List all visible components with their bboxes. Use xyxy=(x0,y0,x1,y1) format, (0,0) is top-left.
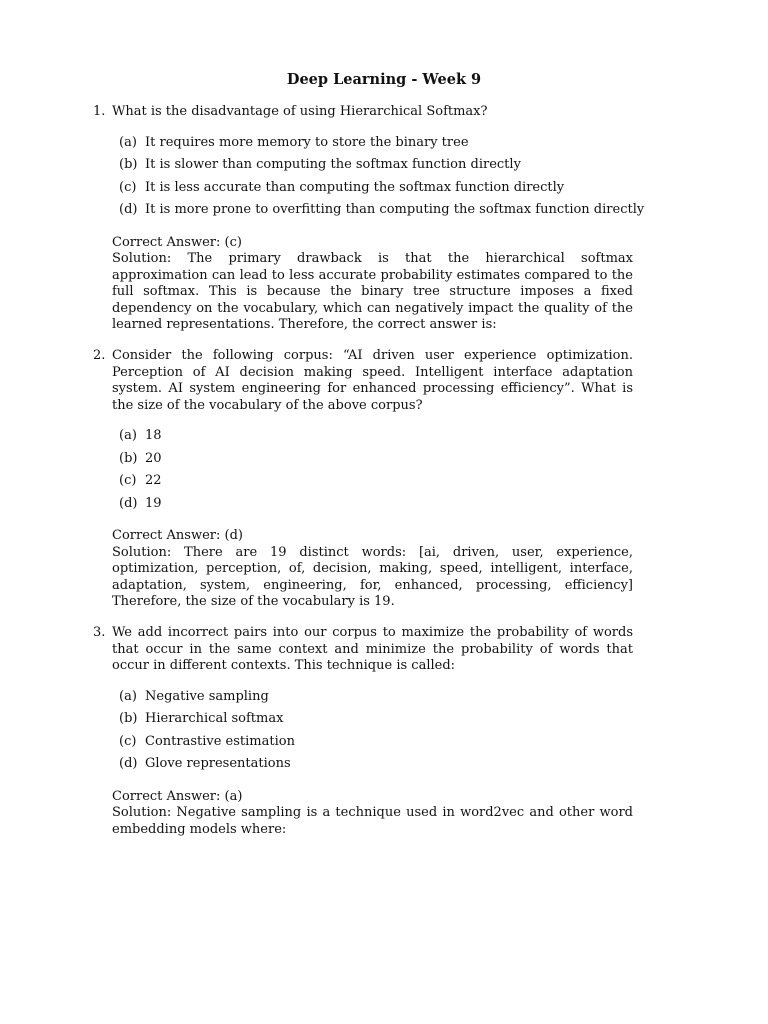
option-text: 19 xyxy=(145,495,162,511)
option-c xyxy=(119,473,633,496)
option-label: (d) xyxy=(119,202,138,217)
correct-answer: Correct Answer: (c) xyxy=(112,234,242,250)
option-b xyxy=(119,157,633,180)
option-d xyxy=(119,756,633,779)
option-a xyxy=(119,135,633,158)
option-c xyxy=(119,734,633,757)
question-text: We add incorrect pairs into our corpus to maximize the probability of words that occur in the same context and minimize the probability of words that occur in different contexts. This technique is called: xyxy=(112,625,633,673)
question-number: 3. xyxy=(93,625,106,640)
question-number: 1. xyxy=(93,104,106,119)
option-label: (a) xyxy=(119,428,137,443)
option-list xyxy=(119,428,633,518)
option-label: (d) xyxy=(119,756,138,771)
option-label: (c) xyxy=(119,473,137,488)
option-text: 18 xyxy=(145,428,162,443)
option-text: It is slower than computing the softmax function directly xyxy=(145,157,521,172)
option-text: It is less accurate than computing the softmax function directly xyxy=(145,179,565,195)
option-label: (a) xyxy=(119,688,137,704)
question-2 xyxy=(93,348,633,611)
option-label: (c) xyxy=(119,179,137,195)
option-c xyxy=(119,180,633,203)
question-number: 2. xyxy=(93,348,106,363)
option-text: Contrastive estimation xyxy=(145,733,295,749)
option-label: (c) xyxy=(119,733,137,749)
option-text: 20 xyxy=(145,450,162,466)
option-text: 22 xyxy=(145,473,162,488)
option-label: (d) xyxy=(119,495,138,511)
correct-answer: Correct Answer: (d) xyxy=(112,528,243,543)
option-list xyxy=(119,134,645,225)
option-b xyxy=(119,451,633,474)
solution-text: Solution: Negative sampling is a technique used in word2vec and other word embedding models where: xyxy=(112,805,633,837)
option-text: It requires more memory to store the binary tree xyxy=(145,134,469,150)
option-text: It is more prone to overfitting than computing the softmax function directly xyxy=(145,202,645,217)
option-d xyxy=(119,202,645,225)
question-text: Consider the following corpus: “AI driven user experience optimization. Perception of AI decision making speed. Intelligent interface adaptation system. AI system engineering for enhanced processing efficiency”. What is the size of the vocabulary of the above corpus? xyxy=(112,348,633,413)
option-a xyxy=(119,428,633,451)
option-label: (b) xyxy=(119,711,138,726)
option-a xyxy=(119,689,633,712)
option-label: (a) xyxy=(119,134,137,150)
solution-text: Solution: The primary drawback is that the hierarchical softmax approximation can lead to less accurate probability estimates compared to the full softmax. This is because the binary tree structure imposes a fixed dependency on the vocabulary, which can negatively impact the quality of the learned representations. Therefore, the correct answer is: xyxy=(112,251,633,332)
option-label: (b) xyxy=(119,157,138,172)
solution-text: Solution: There are 19 distinct words: [ai, driven, user, experience, optimization, perception, of, decision, making, speed, intelligent, interface, adaptation, system, engineering, for, enhanced, processing, efficiency] Therefore, the size of the vocabulary is 19. xyxy=(112,544,633,609)
question-text: What is the disadvantage of using Hierarchical Softmax? xyxy=(112,104,488,119)
correct-answer: Correct Answer: (a) xyxy=(112,788,243,804)
question-3 xyxy=(93,625,633,838)
option-list xyxy=(119,689,633,779)
option-b xyxy=(119,711,633,734)
option-label: (b) xyxy=(119,450,138,466)
option-text: Negative sampling xyxy=(145,688,269,704)
option-d xyxy=(119,496,633,519)
question-1 xyxy=(93,104,645,334)
option-text: Glove representations xyxy=(145,756,291,771)
option-text: Hierarchical softmax xyxy=(145,711,284,726)
page-title: Deep Learning - Week 9 xyxy=(286,71,482,88)
